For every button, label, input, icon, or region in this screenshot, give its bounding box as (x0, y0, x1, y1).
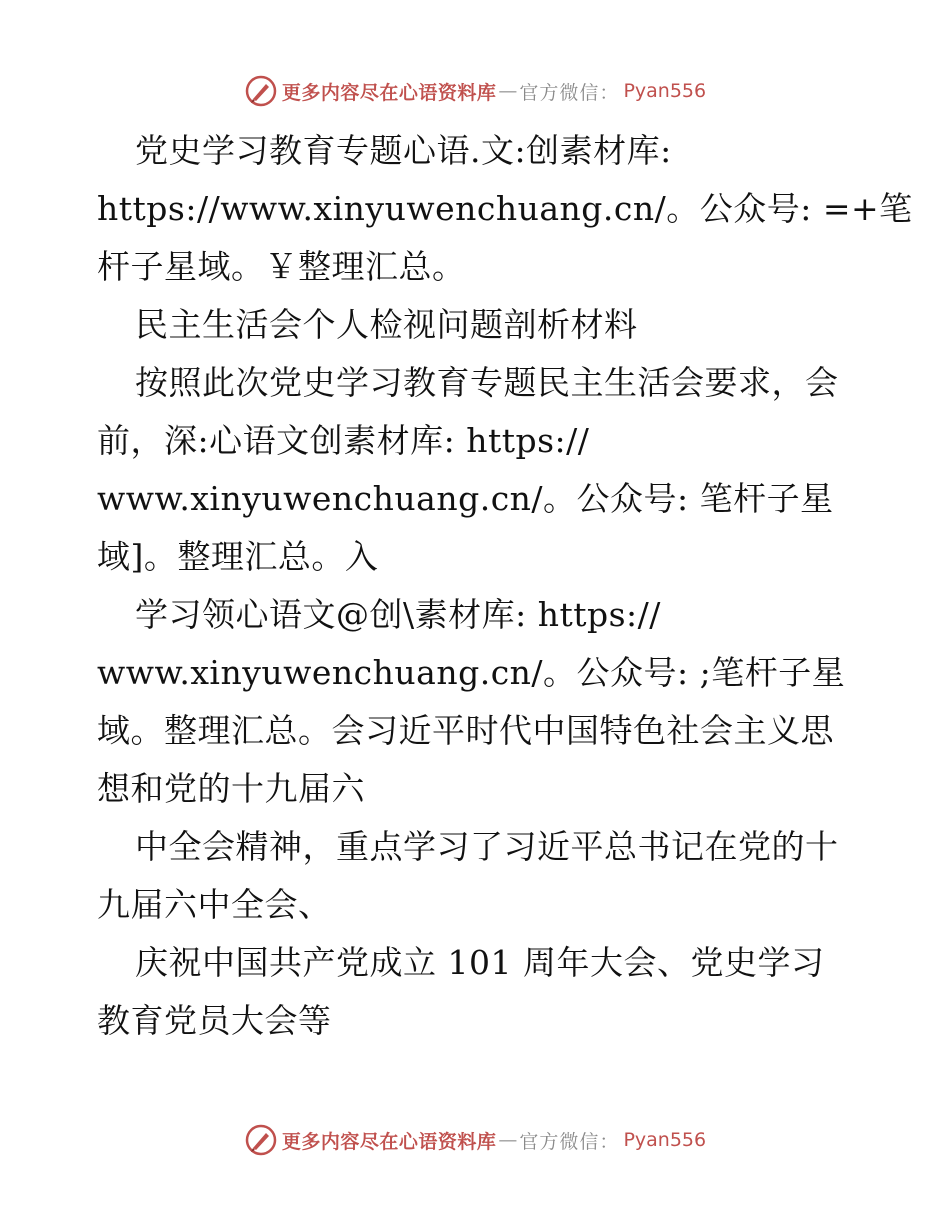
pen-logo-icon (244, 1123, 278, 1157)
text-line: 党史学习教育专题心语.文:创素材库: (135, 131, 672, 170)
watermark-wechat-label: 官方微信： (519, 1130, 620, 1153)
text-line: 域。整理汇总。会习近平时代中国特色社会主义思 (97, 711, 834, 750)
document-title: 民主生活会个人检视问题剖析材料 (135, 305, 638, 344)
watermark-dash: — (498, 80, 518, 102)
footer-watermark (0, 1120, 950, 1160)
text-line: 庆祝中国共产党成立 101 周年大会、党史学习 (135, 943, 825, 982)
text-line: 杆子星域。￥整理汇总。 (97, 247, 466, 286)
text-line: 中全会精神，重点学习了习近平总书记在党的十 (135, 827, 839, 866)
pen-logo-icon (244, 74, 278, 108)
watermark-brand: 更多内容尽在心语资料库 (281, 1130, 497, 1153)
text-line: 想和党的十九届六 (97, 769, 365, 808)
document-body (97, 122, 913, 1050)
watermark-wechat-id: Pyan556 (623, 80, 707, 102)
text-line: www.xinyuwenchuang.cn/。公众号: 笔杆子星 (97, 479, 834, 518)
text-line: 按照此次党史学习教育专题民主生活会要求，会 (135, 363, 839, 402)
watermark-dash: — (498, 1129, 518, 1151)
text-line: https://www.xinyuwenchuang.cn/。公众号: =+笔 (97, 189, 913, 228)
watermark-brand: 更多内容尽在心语资料库 (281, 81, 497, 104)
text-line: 教育党员大会等 (97, 1001, 332, 1040)
watermark-wechat-label: 官方微信： (519, 81, 620, 104)
text-line: 域]。整理汇总。入 (97, 537, 379, 576)
text-line: www.xinyuwenchuang.cn/。公众号: ;笔杆子星 (97, 653, 846, 692)
header-watermark (0, 71, 950, 111)
text-line: 前，深:心语文创素材库: https:// (97, 421, 590, 460)
text-line: 学习领心语文@创\素材库: https:// (135, 595, 661, 634)
watermark-wechat-id: Pyan556 (623, 1129, 707, 1151)
text-line: 九届六中全会、 (97, 885, 332, 924)
